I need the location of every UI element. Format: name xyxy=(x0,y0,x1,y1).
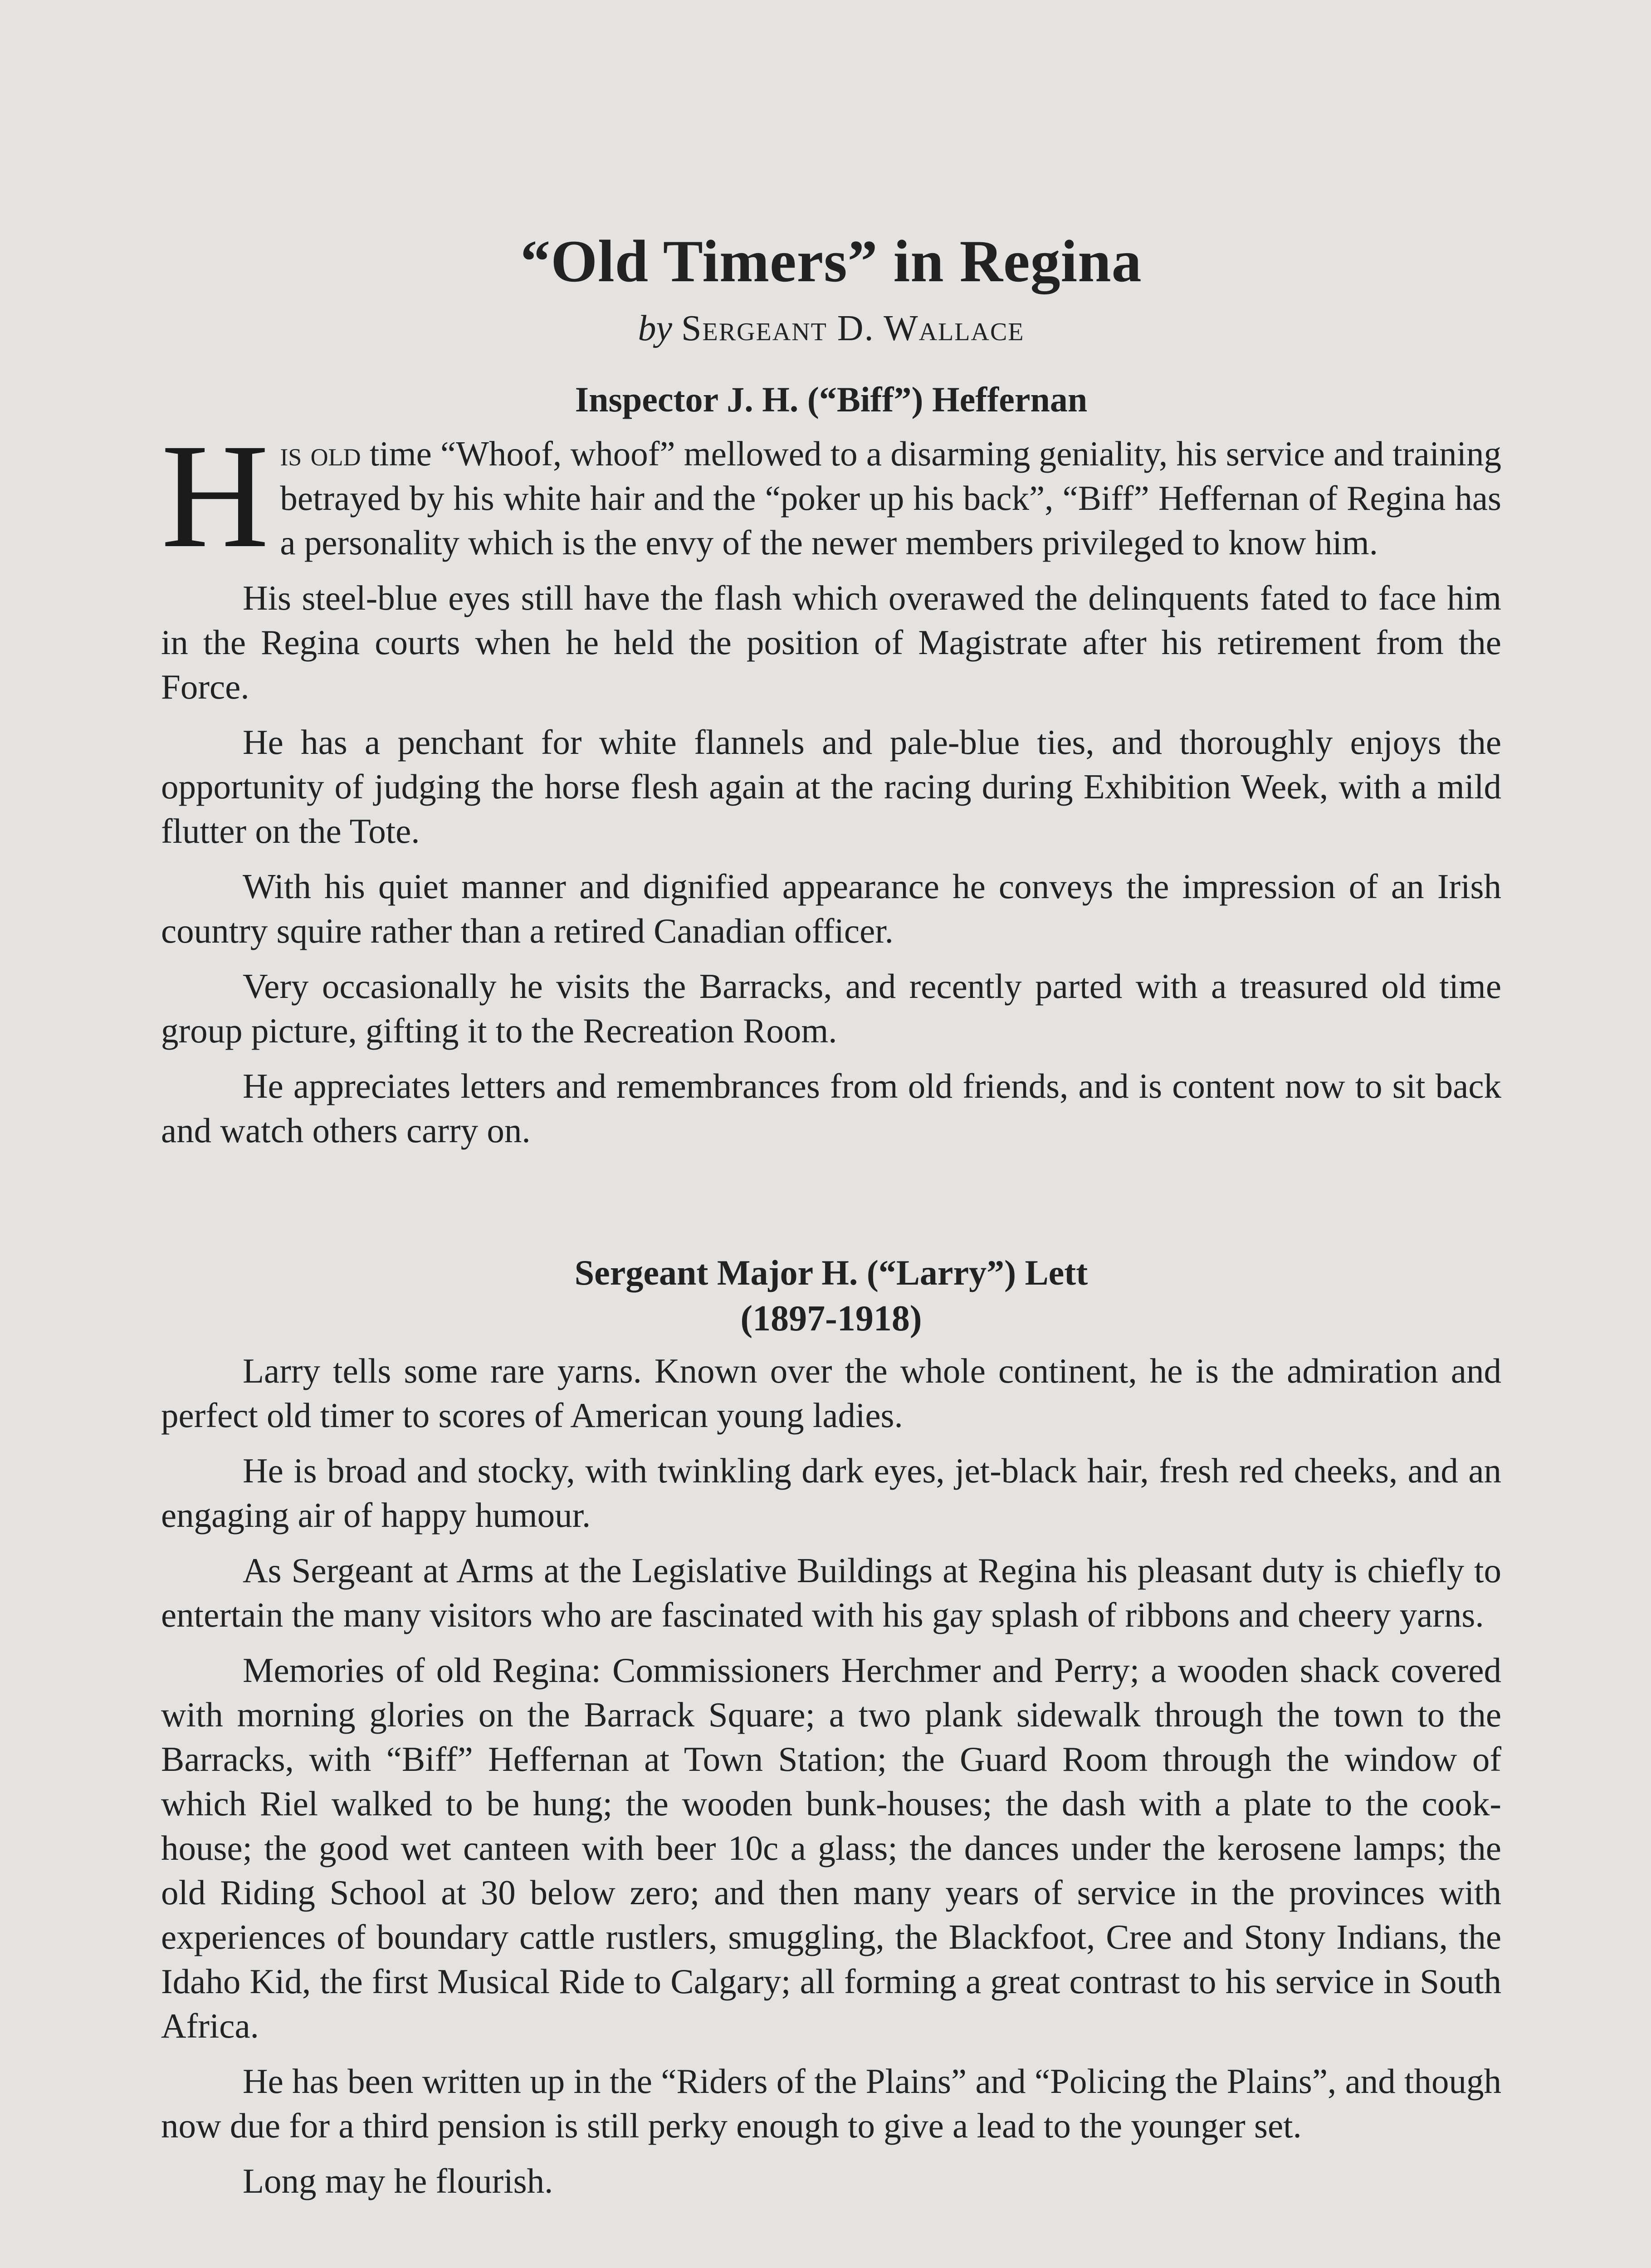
byline-by: by xyxy=(638,308,673,348)
paragraph-lett-1: Larry tells some rare yarns. Known over the whole continent, he is the admiration and perfect old timer to scores of American young ladies. xyxy=(161,1351,1501,1435)
paragraph-lett-4: Memories of old Regina: Commissioners Herchmer and Perry; a wooden shack covered with morning glories on the Barrack Square; a two plank sidewalk through the town to the Barracks, with “Biff” Heffernan at Town Station; the Guard Room through the window of which Riel walked to be hung; the wooden bunk-houses; the dash with a plate to the cook-house; the good wet canteen with beer 10c a glass; the dances under the kerosene lamps; the old Riding School at 30 below zero; and then many years of service in the provinces with experiences of boundary cattle rustlers, smuggling, the Blackfoot, Cree and Stony Indians, the Idaho Kid, the first Musical Ride to Calgary; all forming a great contrast to his service in South Africa. xyxy=(161,1650,1501,2045)
paragraph-heffernan-3: He has a penchant for white flannels and pale-blue ties, and thoroughly enjoys the opportunity of judging the horse flesh again at the racing during Exhibition Week, with a mild flutter on the Tote. xyxy=(161,723,1501,851)
paragraph-heffernan-6: He appreciates letters and remembrances from old friends, and is content now to sit back and watch others carry on. xyxy=(161,1066,1501,1150)
paragraph-heffernan-4: With his quiet manner and dignified appearance he conveys the impression of an Irish country squire rather than a retired Canadian officer. xyxy=(161,867,1501,951)
paragraph-lett-5: He has been written up in the “Riders of the Plains” and “Policing the Plains”, and though now due for a third pension is still perky enough to give a lead to the younger set. xyxy=(161,2061,1501,2145)
byline xyxy=(161,307,1501,350)
byline-author: Sergeant D. Wallace xyxy=(681,308,1025,348)
paragraph-lett-2: He is broad and stocky, with twinkling dark eyes, jet-black hair, fresh red cheeks, and an engaging air of happy humour. xyxy=(161,1451,1501,1535)
paragraph-text: time “Whoof, whoof” mellowed to a disarming geniality, his service and training betrayed by his white hair and the “poker up his back”, “Biff” Heffernan of Regina has a personality which is the envy of the newer members privileged to know him. xyxy=(280,434,1502,562)
section-heading-heffernan: Inspector J. H. (“Biff”) Heffernan xyxy=(575,379,1088,419)
article-title: “Old Timers” in Regina xyxy=(520,228,1142,294)
paragraph-heffernan-1 xyxy=(161,413,1502,579)
drop-cap: H xyxy=(161,413,269,579)
paragraph-lett-3: As Sergeant at Arms at the Legislative Buildings at Regina his pleasant duty is chiefly to entertain the many visitors who are fascinated with his gay splash of ribbons and cheery yarns. xyxy=(161,1550,1501,1634)
paragraph-lett-6: Long may he flourish. xyxy=(243,2161,553,2200)
paragraph-heffernan-2: His steel-blue eyes still have the flash which overawed the delinquents fated to face him in the Regina courts when he held the position of Magistrate after his retirement from the Force. xyxy=(161,578,1501,707)
text-column xyxy=(161,227,1501,2214)
paragraph-heffernan-5: Very occasionally he visits the Barracks, and recently parted with a treasured old time group picture, gifting it to the Recreation Room. xyxy=(161,967,1501,1051)
section-years: (1897-1918) xyxy=(740,1298,922,1339)
section-heading-lett: Sergeant Major H. (“Larry”) Lett xyxy=(574,1253,1088,1293)
lead-in-small-caps: is old xyxy=(280,434,361,474)
